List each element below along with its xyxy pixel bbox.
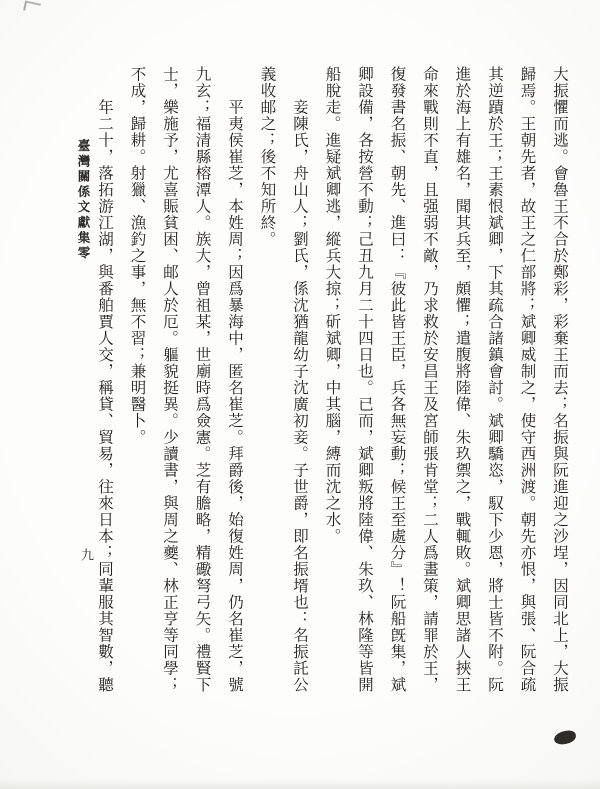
scan-fold-mark	[23, 0, 41, 13]
main-text-block	[88, 66, 576, 695]
scan-ink-blot	[553, 730, 577, 746]
paragraph-cui-zhi-bio: 平夷侯崔芝，本姓周；因爲暴海中，匿名崔芝。拜爵後，始復姓周，仍名崔芝，號九玄；福清縣榕潭人。族大，曾祖某，世廟時爲僉憲。芝有膽略，精礮弩弓矢。禮賢下士，樂施予，尤喜賑貧困、邮人於厄。軀貌挺異。少讀書，與周之夔、林正亨等同學；不成，歸耕。射獵、漁釣之事，無不習；兼明醫卜。	[128, 66, 243, 693]
paragraph-concubines-note: 妾陳氏，舟山人；劉氏，係沈猶龍幼子沈廣初妾。子世爵，即名振壻也：名振託公義收邮之；後不知所終。	[258, 66, 308, 693]
scan-edge-shadow	[0, 779, 600, 789]
paragraph-huang-binqing-end: 大振懼而逃。會魯王不合於鄭彩，彩棄王而去；名振與阮進迎之沙埕，因同北上，大振歸焉。王朝先者，故王之仁部將；斌卿威制之，使守西洲渡。朝先亦恨，與張、阮合疏其逆蹟於王；王素恨斌卿，下其疏合諸鎮會討。斌卿驕恣，馭下少恩，將士皆不附。阮進於海上有雄名，聞其兵至，頗懼；遣腹將陸偉、朱玖禦之，戰輒敗。斌卿思諸人挾王命來戰則不直，且强弱不敵，乃求救於安昌王及宮師張肯堂；二人爲畫策，請罪於王，復發書名振、朝先、進曰：『彼此皆王臣，兵各無妄動；候王至處分』！阮船旣集，斌卿設備，各按營不動；己丑九月二十四日也。已而，斌卿叛將陸偉、朱玖、林隆等皆開船脫走。進疑斌卿逃，縱兵大掠；斫斌卿，中其腦，縛而沈之水。	[323, 66, 568, 693]
folio-page-number: 九	[79, 548, 94, 561]
paragraph-cui-zhi-age-twenty: 年二十，落拓游江湖，與番舶賈人交，稱貸、貿易，往來日本；同輩服其智數，聽	[96, 99, 113, 693]
gutter-book-title: 臺灣關係文獻集零	[76, 139, 90, 262]
